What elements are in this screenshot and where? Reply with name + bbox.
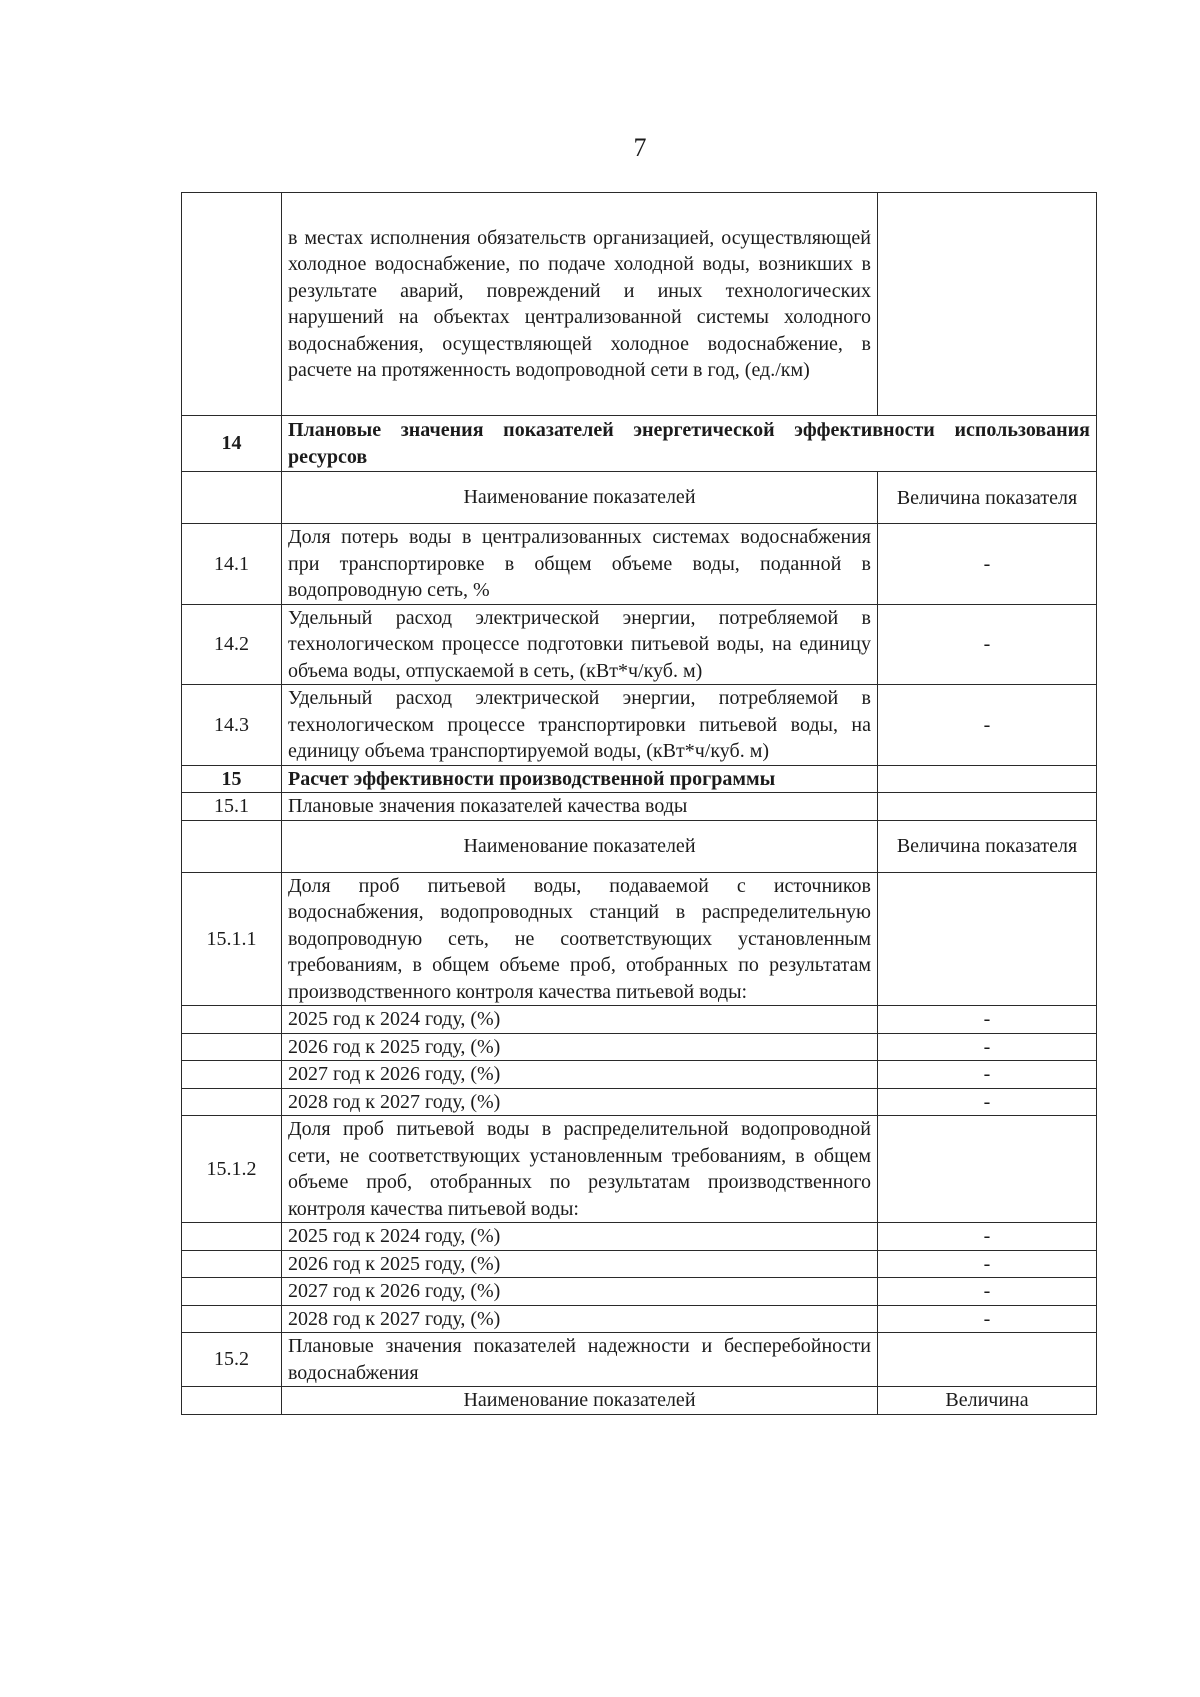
indicator-text: Доля проб питьевой воды в распределительной водопроводной сети, не соответствующих установленным требованиям, в общем объеме проб, отобранных по результатам производственного контроля качества питьевой воды: <box>282 1116 878 1223</box>
section-row-15 <box>182 765 1097 793</box>
year-row <box>182 1006 1097 1034</box>
row-number: 14.2 <box>182 604 282 685</box>
year-row <box>182 1250 1097 1278</box>
year-value: - <box>878 1305 1097 1333</box>
table-row <box>182 604 1097 685</box>
year-row <box>182 1223 1097 1251</box>
year-label: 2028 год к 2027 году, (%) <box>282 1305 878 1333</box>
year-row <box>182 1088 1097 1116</box>
indicator-value: - <box>878 685 1097 766</box>
subsection-title: Плановые значения показателей надежности и бесперебойности водоснабжения <box>282 1333 878 1387</box>
year-row <box>182 1305 1097 1333</box>
table-row <box>182 1116 1097 1223</box>
column-header-row <box>182 472 1097 524</box>
column-header-row <box>182 1387 1097 1415</box>
section-title: Расчет эффективности производственной программы <box>282 765 878 793</box>
year-value: - <box>878 1006 1097 1034</box>
indicator-text: Доля потерь воды в централизованных системах водоснабжения при транспортировке в общем объеме воды, поданной в водопроводную сеть, % <box>282 524 878 605</box>
row-number <box>182 193 282 416</box>
year-label: 2025 год к 2024 году, (%) <box>282 1223 878 1251</box>
row-number: 14.1 <box>182 524 282 605</box>
indicator-text: Удельный расход электрической энергии, потребляемой в технологическом процессе подготовки питьевой воды, на единицу объема воды, отпускаемой в сеть, (кВт*ч/куб. м) <box>282 604 878 685</box>
column-header-row <box>182 820 1097 872</box>
indicator-text: в местах исполнения обязательств организацией, осуществляющей холодное водоснабжение, по подаче холодной воды, возникших в результате аварий, повреждений и иных технологических нарушений на объектах централизованной системы холодного водоснабжения, осуществляющей холодное водоснабжение, в расчете на протяженность водопроводной сети в год, (ед./км) <box>282 193 878 416</box>
subsection-row-15-1 <box>182 793 1097 821</box>
year-row <box>182 1033 1097 1061</box>
table-row <box>182 524 1097 605</box>
table-row <box>182 872 1097 1006</box>
row-number <box>182 1387 282 1415</box>
year-value: - <box>878 1061 1097 1089</box>
year-row <box>182 1061 1097 1089</box>
year-value: - <box>878 1088 1097 1116</box>
indicators-table <box>181 192 1097 1415</box>
indicator-value: - <box>878 604 1097 685</box>
indicator-value <box>878 1116 1097 1223</box>
section-number: 15 <box>182 765 282 793</box>
year-label: 2028 год к 2027 году, (%) <box>282 1088 878 1116</box>
column-header-value: Величина показателя <box>878 472 1097 524</box>
year-value: - <box>878 1033 1097 1061</box>
indicator-value <box>878 1333 1097 1387</box>
table-row-continuation <box>182 193 1097 416</box>
section-number: 14 <box>182 416 282 472</box>
row-number: 15.2 <box>182 1333 282 1387</box>
year-label: 2026 год к 2025 году, (%) <box>282 1250 878 1278</box>
column-header-name: Наименование показателей <box>282 1387 878 1415</box>
row-number <box>182 472 282 524</box>
table-row <box>182 685 1097 766</box>
subsection-title: Плановые значения показателей качества воды <box>282 793 878 821</box>
indicator-value <box>878 872 1097 1006</box>
row-number <box>182 820 282 872</box>
indicator-value <box>878 193 1097 416</box>
year-row <box>182 1278 1097 1306</box>
year-label: 2027 год к 2026 году, (%) <box>282 1061 878 1089</box>
column-header-name: Наименование показателей <box>282 472 878 524</box>
row-number: 15.1.1 <box>182 872 282 1006</box>
column-header-name: Наименование показателей <box>282 820 878 872</box>
row-number: 15.1 <box>182 793 282 821</box>
indicator-value: - <box>878 524 1097 605</box>
year-label: 2025 год к 2024 году, (%) <box>282 1006 878 1034</box>
year-label: 2026 год к 2025 году, (%) <box>282 1033 878 1061</box>
page-number: 7 <box>633 133 647 162</box>
row-number: 14.3 <box>182 685 282 766</box>
column-header-value: Величина <box>878 1387 1097 1415</box>
section-row-14 <box>182 416 1097 472</box>
indicator-value <box>878 765 1097 793</box>
section-title: Плановые значения показателей энергетической эффективности использования ресурсов <box>282 416 1097 472</box>
indicator-value <box>878 793 1097 821</box>
row-number: 15.1.2 <box>182 1116 282 1223</box>
year-label: 2027 год к 2026 году, (%) <box>282 1278 878 1306</box>
indicator-text: Доля проб питьевой воды, подаваемой с источников водоснабжения, водопроводных станций в распределительную водопроводную сеть, не соответствующих установленным требованиям, в общем объеме проб, отобранных по результатам производственного контроля качества питьевой воды: <box>282 872 878 1006</box>
year-value: - <box>878 1250 1097 1278</box>
year-value: - <box>878 1278 1097 1306</box>
subsection-row-15-2 <box>182 1333 1097 1387</box>
column-header-value: Величина показателя <box>878 820 1097 872</box>
indicator-text: Удельный расход электрической энергии, потребляемой в технологическом процессе транспортировки питьевой воды, на единицу объема транспортируемой воды, (кВт*ч/куб. м) <box>282 685 878 766</box>
year-value: - <box>878 1223 1097 1251</box>
